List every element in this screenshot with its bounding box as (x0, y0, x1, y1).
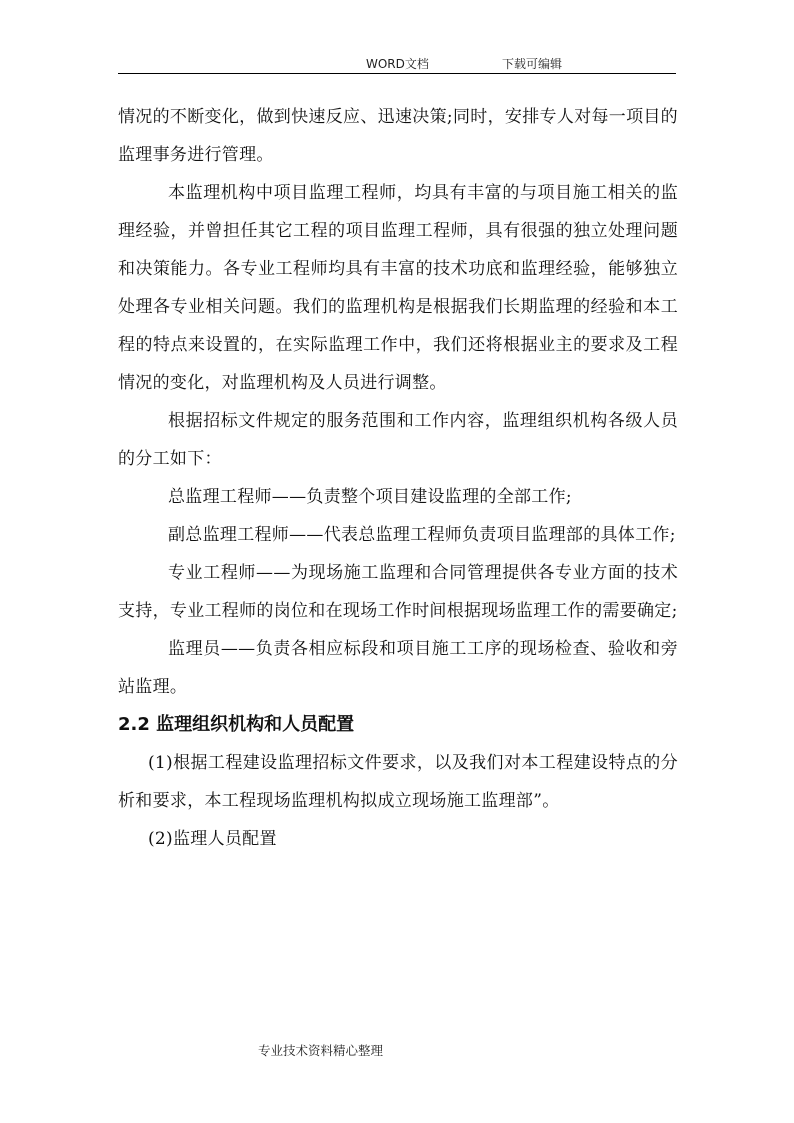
list-item: (1)根据工程建设监理招标文件要求，以及我们对本工程建设特点的分析和要求，本工程现场监理机构拟成立现场施工监理部”。 (118, 753, 678, 811)
body-paragraph: 情况的不断变化，做到快速反应、迅速决策;同时，安排专人对每一项目的监理事务进行管理。 (118, 107, 678, 165)
list-item: (2)监理人员配置 (148, 829, 277, 849)
footer-text: 专业技术资料精心整理 (258, 1043, 384, 1058)
role-paragraph: 专业工程师——为现场施工监理和合同管理提供各专业方面的技术支持，专业工程师的岗位和在现场工作时间根据现场监理工作的需要确定; (118, 563, 678, 621)
section-heading: 2.2 监理组织机构和人员配置 (118, 714, 355, 735)
role-paragraph: 监理员——负责各相应标段和项目施工工序的现场检查、验收和旁站监理。 (118, 639, 678, 697)
header-right-text: 下载可编辑 (502, 57, 563, 71)
header-left-text: WORD文档 (366, 57, 429, 71)
header-divider (118, 73, 676, 74)
role-paragraph: 总监理工程师——负责整个项目建设监理的全部工作; (168, 487, 572, 507)
role-paragraph: 副总监理工程师——代表总监理工程师负责项目监理部的具体工作; (168, 525, 676, 545)
body-paragraph: 根据招标文件规定的服务范围和工作内容，监理组织机构各级人员的分工如下： (118, 411, 678, 469)
document-body (118, 98, 678, 858)
body-paragraph: 本监理机构中项目监理工程师，均具有丰富的与项目施工相关的监理经验，并曾担任其它工程的项目监理工程师，具有很强的独立处理问题和决策能力。各专业工程师均具有丰富的技术功底和监理经验，能够独立处理各专业相关问题。我们的监理机构是根据我们长期监理的经验和本工程的特点来设置的，在实际监理工作中，我们还将根据业主的要求及工程情况的变化，对监理机构及人员进行调整。 (118, 183, 678, 393)
